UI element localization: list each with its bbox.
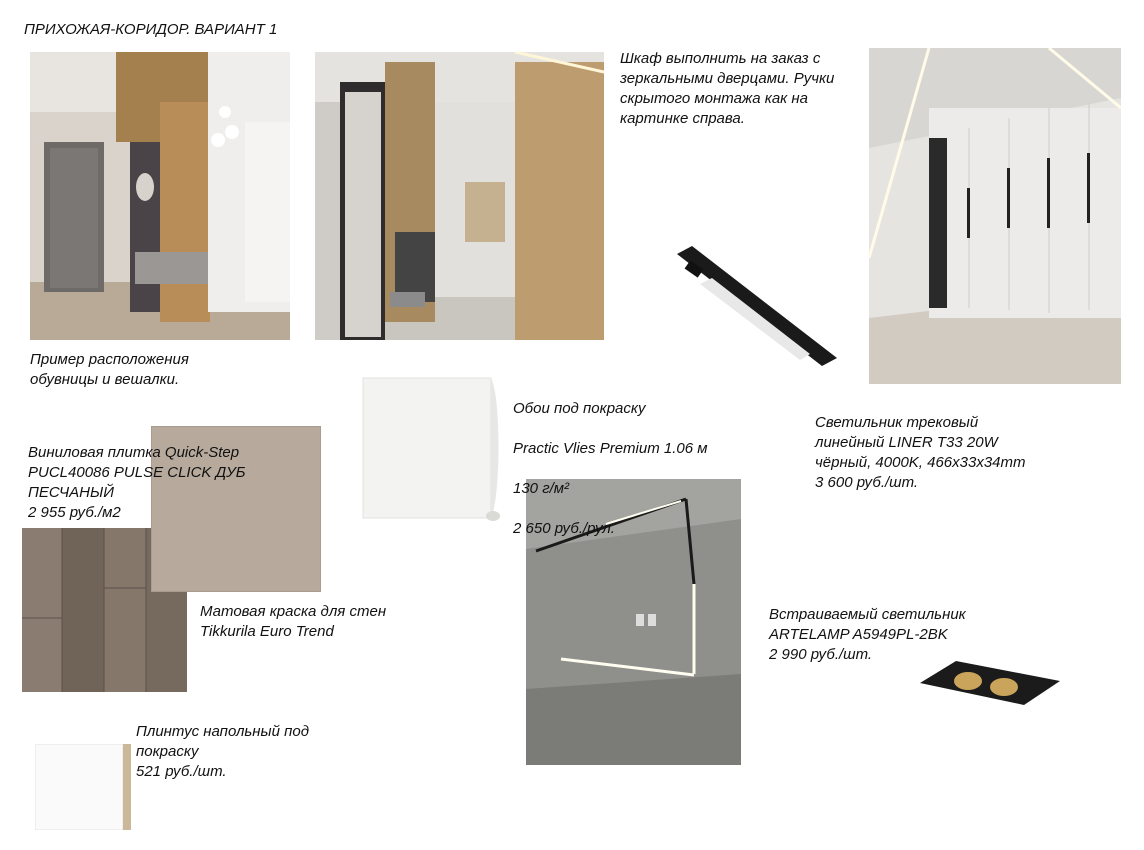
page-title: ПРИХОЖАЯ-КОРИДОР. ВАРИАНТ 1 xyxy=(24,21,278,38)
wallpaper-title: Обои под покраску xyxy=(513,400,646,417)
track-light-caption: Светильник трековый линейный LINER T33 20W чёрный, 4000K, 466x33x34mm 3 600 руб./шт. xyxy=(815,414,1026,491)
wallpaper-price: 2 650 руб./рул. xyxy=(513,520,615,537)
hallway-example-photo xyxy=(30,52,290,340)
example-caption: Пример расположения обувницы и вешалки. xyxy=(30,351,189,388)
wallpaper-caption xyxy=(513,379,708,559)
wallpaper-roll-image xyxy=(359,376,501,524)
wardrobe-photo xyxy=(869,48,1121,384)
baseboard-image xyxy=(35,744,131,830)
corridor-photo xyxy=(315,52,604,340)
wallpaper-name: Practic Vlies Premium 1.06 м xyxy=(513,440,708,457)
wardrobe-caption: Шкаф выполнить на заказ с зеркальными дверцами. Ручки скрытого монтажа как на картинке справа. xyxy=(620,50,835,127)
paint-caption: Матовая краска для стен Tikkurila Euro Trend xyxy=(200,603,387,640)
recessed-light-caption: Встраиваемый светильник ARTELAMP A5949PL-2BK 2 990 руб./шт. xyxy=(769,606,966,663)
wallpaper-density: 130 г/м² xyxy=(513,480,570,497)
recessed-light-image xyxy=(916,659,1064,707)
track-light-image xyxy=(672,242,842,372)
baseboard-caption: Плинтус напольный под покраску 521 руб./шт. xyxy=(136,723,309,780)
vinyl-caption: Виниловая плитка Quick-Step PUCL40086 PULSE CLICK ДУБ ПЕСЧАНЫЙ 2 955 руб./м2 xyxy=(28,444,246,521)
